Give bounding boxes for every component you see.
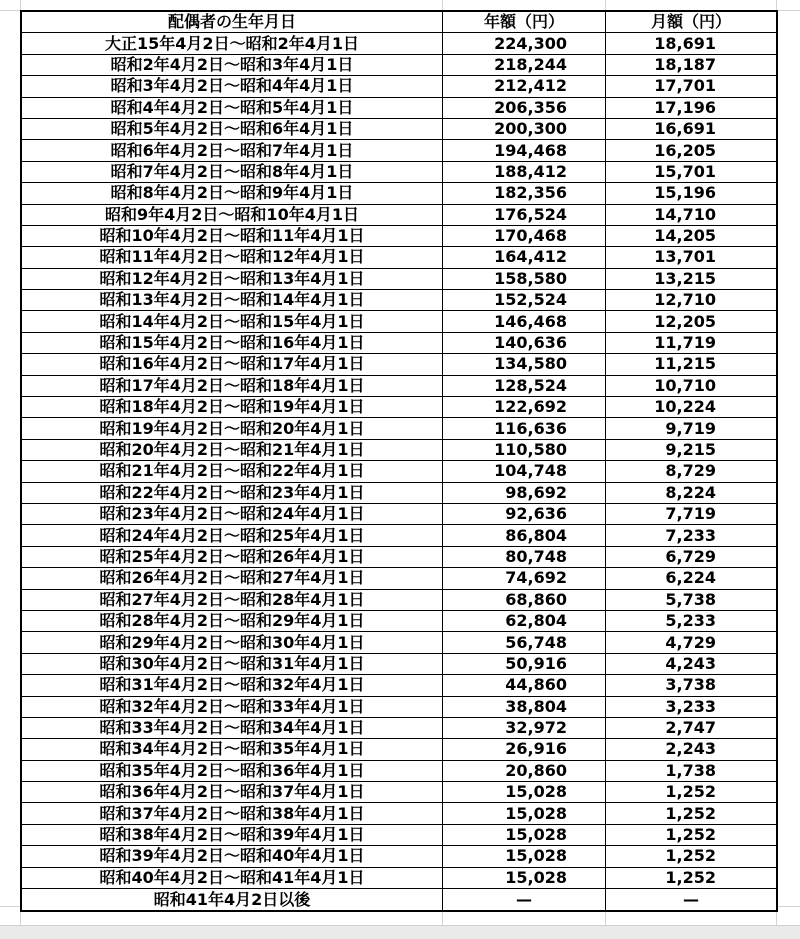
cell-annual-amount[interactable]: 182,356 [443,183,606,203]
table-row [22,611,776,632]
cell-monthly-amount[interactable]: 13,215 [654,268,716,288]
cell-annual-amount[interactable]: 56,748 [443,632,606,652]
table-row [22,547,776,568]
cell-monthly-amount[interactable]: 6,224 [665,568,716,588]
cell-monthly-amount[interactable]: 9,719 [665,418,716,438]
cell-annual-amount[interactable]: 164,412 [443,247,606,267]
cell-monthly-amount[interactable]: 17,701 [654,76,716,96]
cell-monthly-amount[interactable]: 1,738 [665,760,716,780]
cell-birth-date-range[interactable]: 昭和38年4月2日～昭和39年4月1日 [22,825,443,845]
cell-annual-amount[interactable]: 38,804 [443,697,606,717]
column-header-birth-date[interactable]: 配偶者の生年月日 [22,12,443,32]
cell-monthly-amount[interactable]: 13,701 [654,247,716,267]
cell-birth-date-range[interactable]: 大正15年4月2日～昭和2年4月1日 [22,33,443,53]
cell-monthly-amount[interactable]: 1,252 [665,846,716,866]
cell-monthly-amount[interactable]: 1,252 [665,782,716,802]
cell-monthly-amount[interactable]: 5,738 [665,589,716,609]
table-row [22,803,776,824]
cell-birth-date-range[interactable]: 昭和24年4月2日～昭和25年4月1日 [22,525,443,545]
cell-annual-amount[interactable]: — [443,889,606,910]
table-row [22,119,776,140]
table-row [22,761,776,782]
cell-birth-date-range[interactable]: 昭和20年4月2日～昭和21年4月1日 [22,440,443,460]
cell-annual-amount[interactable]: 32,972 [443,718,606,738]
cell-monthly-amount[interactable]: 14,205 [654,226,716,246]
table-row [22,140,776,161]
cell-annual-amount[interactable]: 158,580 [443,269,606,289]
cell-monthly-amount[interactable]: 9,215 [665,440,716,459]
table-row [22,504,776,525]
table-row [22,418,776,439]
cell-annual-amount[interactable]: 122,692 [443,397,606,417]
cell-birth-date-range[interactable]: 昭和18年4月2日～昭和19年4月1日 [22,397,443,417]
table-row [22,461,776,482]
cell-monthly-amount[interactable]: 11,719 [654,333,716,353]
cell-annual-amount[interactable]: 146,468 [443,311,606,331]
table-row [22,290,776,311]
cell-annual-amount[interactable]: 224,300 [443,33,606,53]
cell-birth-date-range[interactable]: 昭和36年4月2日～昭和37年4月1日 [22,782,443,802]
cell-monthly-amount[interactable]: 10,224 [654,397,716,417]
cell-monthly-amount[interactable]: 5,233 [665,611,716,631]
cell-monthly-amount[interactable]: 2,243 [665,739,716,759]
cell-birth-date-range[interactable]: 昭和17年4月2日～昭和18年4月1日 [22,376,443,396]
table-row [22,590,776,611]
cell-monthly-amount[interactable]: 17,196 [654,97,716,117]
table-row [22,782,776,803]
cell-birth-date-range[interactable]: 昭和11年4月2日～昭和12年4月1日 [22,247,443,267]
cell-annual-amount[interactable]: 194,468 [443,140,606,160]
table-row [22,440,776,461]
table-row [22,632,776,653]
table-row [22,525,776,546]
cell-birth-date-range[interactable]: 昭和2年4月2日～昭和3年4月1日 [22,55,443,75]
cell-birth-date-range[interactable]: 昭和33年4月2日～昭和34年4月1日 [22,718,443,738]
cell-birth-date-range[interactable]: 昭和26年4月2日～昭和27年4月1日 [22,568,443,588]
cell-monthly-amount[interactable]: 10,710 [654,375,716,395]
table-row [22,483,776,504]
table-row [22,311,776,332]
cell-annual-amount[interactable]: 50,916 [443,654,606,674]
cell-monthly-amount[interactable]: 2,747 [665,718,716,738]
cell-annual-amount[interactable]: 212,412 [443,76,606,96]
cell-annual-amount[interactable]: 200,300 [443,119,606,139]
table-row [22,33,776,54]
cell-monthly-amount[interactable]: 12,205 [654,311,716,331]
cell-annual-amount[interactable]: 62,804 [443,611,606,631]
cell-monthly-amount[interactable]: 4,729 [665,632,716,652]
column-header-monthly[interactable]: 月額（円） [650,12,731,32]
cell-birth-date-range[interactable]: 昭和10年4月2日～昭和11年4月1日 [22,226,443,246]
table-row [22,162,776,183]
sheet-bottom-bar [0,925,800,939]
table-row [22,354,776,375]
cell-monthly-amount[interactable]: 8,729 [665,461,716,481]
cell-annual-amount[interactable]: 26,916 [443,739,606,759]
cell-birth-date-range[interactable]: 昭和22年4月2日～昭和23年4月1日 [22,483,443,503]
table-row [22,76,776,97]
cell-monthly-amount[interactable]: — [683,889,699,909]
table-row [22,98,776,119]
table-row [22,697,776,718]
table-row [22,376,776,397]
cell-birth-date-range[interactable]: 昭和6年4月2日～昭和7年4月1日 [22,140,443,160]
cell-monthly-amount[interactable]: 1,252 [665,867,716,887]
cell-birth-date-range[interactable]: 昭和27年4月2日～昭和28年4月1日 [22,590,443,610]
cell-annual-amount[interactable]: 44,860 [443,675,606,695]
pension-amount-table [20,10,778,912]
cell-annual-amount[interactable]: 15,028 [443,803,606,823]
cell-birth-date-range[interactable]: 昭和4年4月2日～昭和5年4月1日 [22,98,443,118]
cell-monthly-amount[interactable]: 6,729 [665,546,716,566]
cell-monthly-amount[interactable]: 7,233 [665,525,716,545]
cell-annual-amount[interactable]: 116,636 [443,418,606,438]
cell-monthly-amount[interactable]: 14,710 [654,204,716,224]
cell-birth-date-range[interactable]: 昭和14年4月2日～昭和15年4月1日 [22,311,443,331]
cell-birth-date-range[interactable]: 昭和31年4月2日～昭和32年4月1日 [22,675,443,695]
cell-monthly-amount[interactable]: 1,252 [665,825,716,845]
cell-birth-date-range[interactable]: 昭和32年4月2日～昭和33年4月1日 [22,697,443,717]
table-header-row [22,12,776,33]
cell-monthly-amount[interactable]: 12,710 [654,290,716,310]
cell-monthly-amount[interactable]: 4,243 [665,653,716,673]
table-row [22,718,776,739]
cell-annual-amount[interactable]: 74,692 [443,568,606,588]
cell-birth-date-range[interactable]: 昭和7年4月2日～昭和8年4月1日 [22,162,443,182]
table-row [22,205,776,226]
cell-birth-date-range[interactable]: 昭和23年4月2日～昭和24年4月1日 [22,504,443,524]
cell-annual-amount[interactable]: 206,356 [443,98,606,118]
cell-birth-date-range[interactable]: 昭和34年4月2日～昭和35年4月1日 [22,739,443,759]
cell-birth-date-range[interactable]: 昭和39年4月2日～昭和40年4月1日 [22,846,443,866]
cell-birth-date-range[interactable]: 昭和29年4月2日～昭和30年4月1日 [22,632,443,652]
cell-monthly-amount[interactable]: 3,738 [665,675,716,695]
cell-annual-amount[interactable]: 92,636 [443,504,606,524]
cell-birth-date-range[interactable]: 昭和21年4月2日～昭和22年4月1日 [22,461,443,481]
cell-monthly-amount[interactable]: 15,701 [654,161,716,181]
table-row [22,269,776,290]
cell-birth-date-range[interactable]: 昭和41年4月2日以後 [22,889,443,910]
cell-monthly-amount[interactable]: 16,691 [654,119,716,139]
cell-annual-amount[interactable]: 15,028 [443,868,606,888]
cell-annual-amount[interactable]: 15,028 [443,825,606,845]
cell-annual-amount[interactable]: 218,244 [443,55,606,75]
cell-monthly-amount[interactable]: 3,233 [665,696,716,716]
cell-annual-amount[interactable]: 176,524 [443,205,606,225]
cell-monthly-amount[interactable]: 8,224 [665,482,716,502]
table-row [22,226,776,247]
cell-birth-date-range[interactable]: 昭和28年4月2日～昭和29年4月1日 [22,611,443,631]
cell-annual-amount[interactable]: 110,580 [443,440,606,460]
table-row [22,846,776,867]
table-row [22,654,776,675]
cell-birth-date-range[interactable]: 昭和8年4月2日～昭和9年4月1日 [22,183,443,203]
table-row [22,868,776,889]
cell-monthly-amount[interactable]: 7,719 [665,504,716,524]
cell-monthly-amount[interactable]: 18,691 [654,33,716,53]
column-header-annual[interactable]: 年額（円） [443,12,606,32]
table-row [22,183,776,204]
cell-annual-amount[interactable]: 98,692 [443,483,606,503]
cell-annual-amount[interactable]: 15,028 [443,782,606,802]
table-row [22,568,776,589]
cell-annual-amount[interactable]: 20,860 [443,761,606,781]
cell-monthly-amount[interactable]: 18,187 [654,54,716,74]
cell-birth-date-range[interactable]: 昭和9年4月2日～昭和10年4月1日 [22,205,443,225]
table-row [22,333,776,354]
cell-birth-date-range[interactable]: 昭和19年4月2日～昭和20年4月1日 [22,418,443,438]
cell-annual-amount[interactable]: 140,636 [443,333,606,353]
cell-monthly-amount[interactable]: 15,196 [654,183,716,203]
cell-birth-date-range[interactable]: 昭和12年4月2日～昭和13年4月1日 [22,269,443,289]
cell-monthly-amount[interactable]: 11,215 [654,354,716,374]
table-row [22,825,776,846]
cell-monthly-amount[interactable]: 1,252 [665,803,716,823]
cell-monthly-amount[interactable]: 16,205 [654,140,716,160]
cell-birth-date-range[interactable]: 昭和16年4月2日～昭和17年4月1日 [22,354,443,374]
table-row [22,55,776,76]
cell-birth-date-range[interactable]: 昭和13年4月2日～昭和14年4月1日 [22,290,443,310]
cell-annual-amount[interactable]: 128,524 [443,376,606,396]
cell-annual-amount[interactable]: 188,412 [443,162,606,182]
table-row [22,889,776,910]
cell-birth-date-range[interactable]: 昭和37年4月2日～昭和38年4月1日 [22,803,443,823]
cell-annual-amount[interactable]: 68,860 [443,590,606,610]
cell-birth-date-range[interactable]: 昭和30年4月2日～昭和31年4月1日 [22,654,443,674]
table-row [22,247,776,268]
cell-annual-amount[interactable]: 86,804 [443,525,606,545]
table-row [22,739,776,760]
table-row [22,675,776,696]
table-row [22,397,776,418]
cell-annual-amount[interactable]: 15,028 [443,846,606,866]
cell-birth-date-range[interactable]: 昭和35年4月2日～昭和36年4月1日 [22,761,443,781]
cell-annual-amount[interactable]: 170,468 [443,226,606,246]
cell-annual-amount[interactable]: 104,748 [443,461,606,481]
cell-birth-date-range[interactable]: 昭和25年4月2日～昭和26年4月1日 [22,547,443,567]
cell-birth-date-range[interactable]: 昭和15年4月2日～昭和16年4月1日 [22,333,443,353]
cell-annual-amount[interactable]: 134,580 [443,354,606,374]
cell-birth-date-range[interactable]: 昭和5年4月2日～昭和6年4月1日 [22,119,443,139]
cell-annual-amount[interactable]: 152,524 [443,290,606,310]
cell-birth-date-range[interactable]: 昭和3年4月2日～昭和4年4月1日 [22,76,443,96]
cell-annual-amount[interactable]: 80,748 [443,547,606,567]
cell-birth-date-range[interactable]: 昭和40年4月2日～昭和41年4月1日 [22,868,443,888]
